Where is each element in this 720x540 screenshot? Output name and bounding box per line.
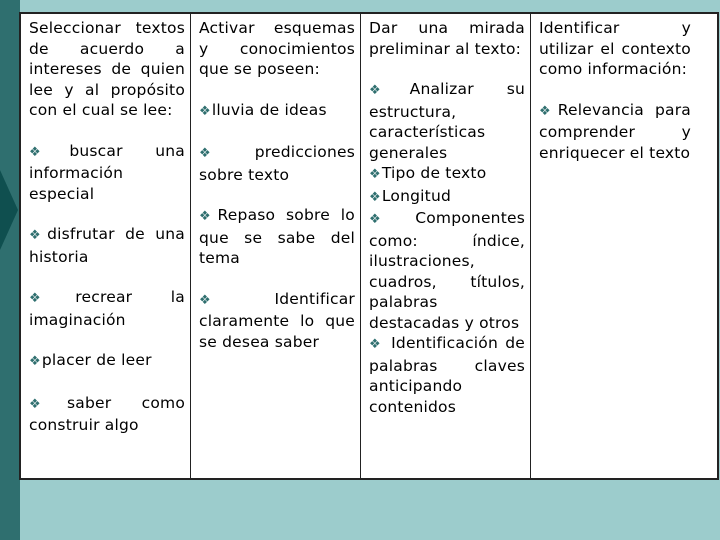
- left-decorative-strip: [0, 0, 20, 540]
- diamond-bullet-icon: ❖: [29, 396, 67, 412]
- list-item: ❖disfrutar de una historia: [29, 225, 185, 266]
- content-table: [19, 12, 719, 480]
- diamond-bullet-icon: ❖: [29, 354, 41, 369]
- diamond-bullet-icon: ❖: [199, 209, 217, 224]
- diamond-bullet-icon: ❖: [539, 103, 557, 119]
- list-item: ❖Relevancia para comprender y enriquecer el texto: [539, 100, 691, 162]
- diamond-bullet-icon: ❖: [199, 292, 274, 308]
- list-item: ❖saber como construir algo: [29, 393, 185, 434]
- list-item: ❖Repaso sobre lo que se sabe del tema: [199, 206, 355, 267]
- diamond-bullet-icon: ❖: [369, 83, 409, 98]
- list-item: ❖ Identificación de palabras claves anticipando contenidos: [369, 334, 525, 416]
- diamond-bullet-icon: ❖: [199, 103, 211, 119]
- diamond-bullet-icon: ❖: [369, 167, 381, 182]
- list-item: ❖Componentes como: índice, ilustraciones, cuadros, títulos, palabras destacadas y otros: [369, 209, 525, 332]
- column-header: Seleccionar textos de acuerdo a intereses de quien lee y al propósito con el cual se lee:: [29, 19, 185, 119]
- column-header: Dar una mirada preliminar al texto:: [369, 19, 525, 58]
- column-1: [21, 14, 191, 478]
- column-3: [361, 14, 531, 478]
- list-item: ❖Longitud: [369, 186, 452, 205]
- column-header: Identificar y utilizar el contexto como información:: [539, 19, 691, 78]
- left-decorative-notch: [0, 170, 18, 250]
- list-item: ❖lluvia de ideas: [199, 100, 327, 119]
- column-4: [531, 14, 697, 478]
- diamond-bullet-icon: ❖: [369, 212, 415, 227]
- diamond-bullet-icon: ❖: [29, 228, 47, 243]
- list-item: ❖placer de leer: [29, 351, 152, 369]
- column-header: Activar esquemas y conocimientos que se poseen:: [199, 19, 355, 78]
- diamond-bullet-icon: ❖: [369, 337, 383, 352]
- list-item: ❖buscar una información especial: [29, 141, 185, 203]
- diamond-bullet-icon: ❖: [369, 189, 381, 205]
- diamond-bullet-icon: ❖: [29, 144, 69, 160]
- list-item: ❖Identificar claramente lo que se desea saber: [199, 289, 355, 351]
- list-item: ❖recrear la imaginación: [29, 288, 185, 329]
- list-item: ❖Tipo de texto: [369, 164, 487, 182]
- column-2: [191, 14, 361, 478]
- diamond-bullet-icon: ❖: [29, 291, 75, 306]
- list-item: ❖Analizar su estructura, características generales: [369, 80, 525, 162]
- list-item: ❖predicciones sobre texto: [199, 143, 355, 184]
- diamond-bullet-icon: ❖: [199, 146, 254, 161]
